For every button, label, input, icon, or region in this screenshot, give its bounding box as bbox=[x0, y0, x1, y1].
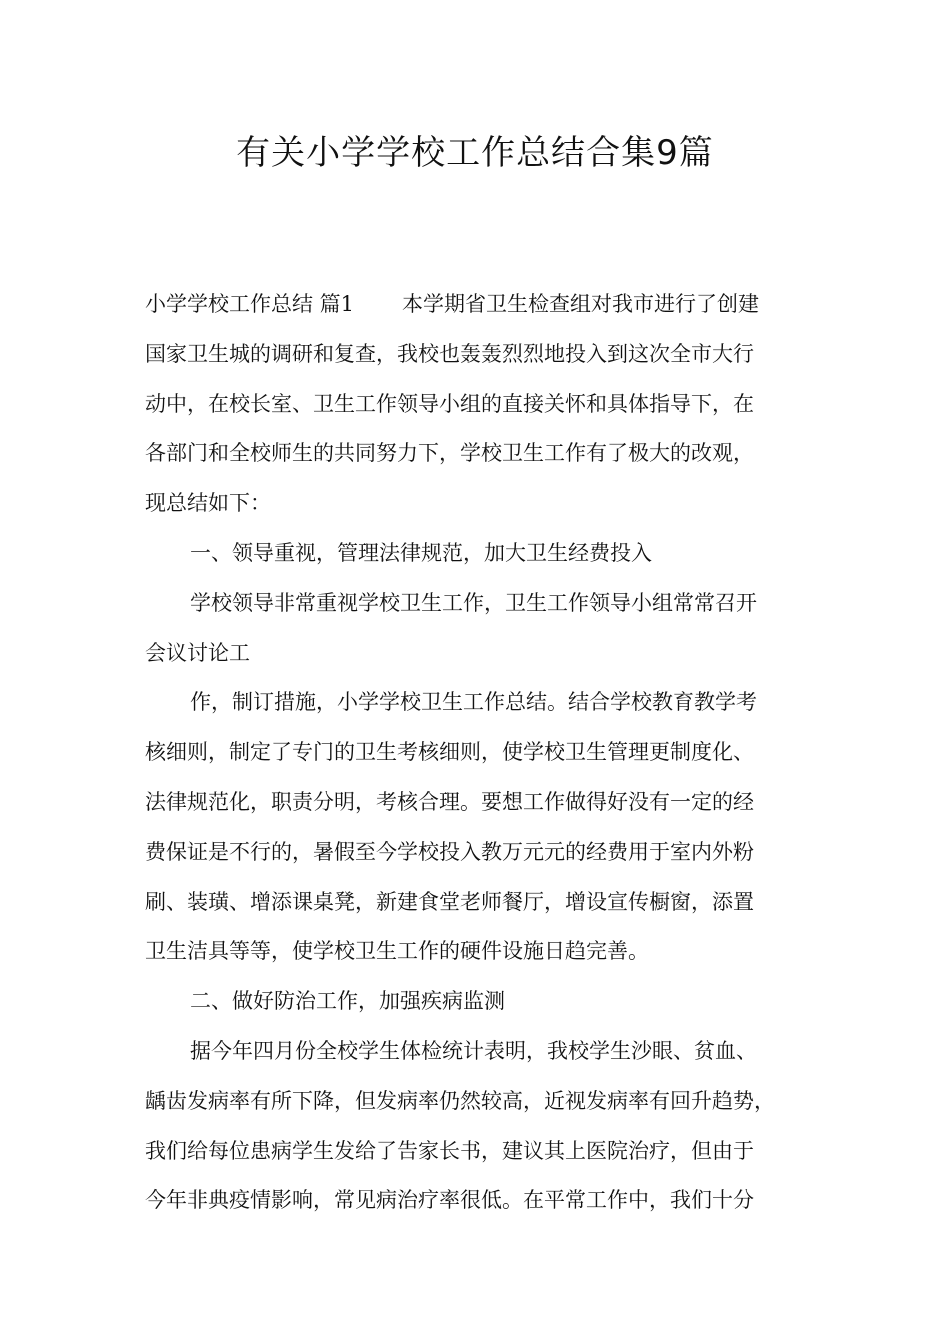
paragraph-line-text: 本学期省卫生检查组对我市进行了创建 bbox=[402, 292, 760, 316]
section-label: 小学学校工作总结 篇1 bbox=[145, 292, 355, 316]
paragraph-line: 今年非典疫情影响，常见病治疗率很低。在平常工作中，我们十分 bbox=[145, 1188, 754, 1213]
paragraph-line: 现总结如下： bbox=[145, 491, 271, 516]
paragraph-line: 龋齿发病率有所下降，但发病率仍然较高，近视发病率有回升趋势， bbox=[145, 1088, 775, 1113]
paragraph-line: 作，制订措施，小学学校卫生工作总结。结合学校教育教学考 bbox=[190, 690, 757, 715]
paragraph-line: 卫生洁具等等，使学校卫生工作的硬件设施日趋完善。 bbox=[145, 939, 649, 964]
paragraph-line: 二、做好防治工作，加强疾病监测 bbox=[190, 989, 505, 1014]
paragraph-lines bbox=[145, 330, 815, 1226]
paragraph-line: 学校领导非常重视学校卫生工作，卫生工作领导小组常常召开 bbox=[190, 590, 757, 615]
paragraph-line: 国家卫生城的调研和复查，我校也轰轰烈烈地投入到这次全市大行 bbox=[145, 341, 754, 366]
paragraph-line: 动中，在校长室、卫生工作领导小组的直接关怀和具体指导下，在 bbox=[145, 391, 754, 416]
paragraph-line: 各部门和全校师生的共同努力下，学校卫生工作有了极大的改观， bbox=[145, 441, 754, 466]
paragraph-line: 费保证是不行的，暑假至今学校投入教万元元的经费用于室内外粉 bbox=[145, 839, 754, 864]
paragraph-line-first bbox=[145, 280, 815, 330]
document-title: 有关小学学校工作总结合集9篇 bbox=[236, 133, 714, 173]
paragraph-line: 核细则，制定了专门的卫生考核细则，使学校卫生管理更制度化、 bbox=[145, 740, 754, 765]
paragraph-line: 会议讨论工 bbox=[145, 640, 250, 665]
paragraph-line: 我们给每位患病学生发给了告家长书，建议其上医院治疗，但由于 bbox=[145, 1138, 754, 1163]
paragraph-line: 据今年四月份全校学生体检统计表明，我校学生沙眼、贫血、 bbox=[190, 1038, 757, 1063]
paragraph-line: 刷、装璜、增添课桌凳，新建食堂老师餐厅，增设宣传橱窗，添置 bbox=[145, 889, 754, 914]
paragraph-line: 一、领导重视，管理法律规范，加大卫生经费投入 bbox=[190, 540, 652, 565]
paragraph-line: 法律规范化，职责分明，考核合理。要想工作做得好没有一定的经 bbox=[145, 789, 754, 814]
document-body bbox=[145, 280, 815, 1226]
